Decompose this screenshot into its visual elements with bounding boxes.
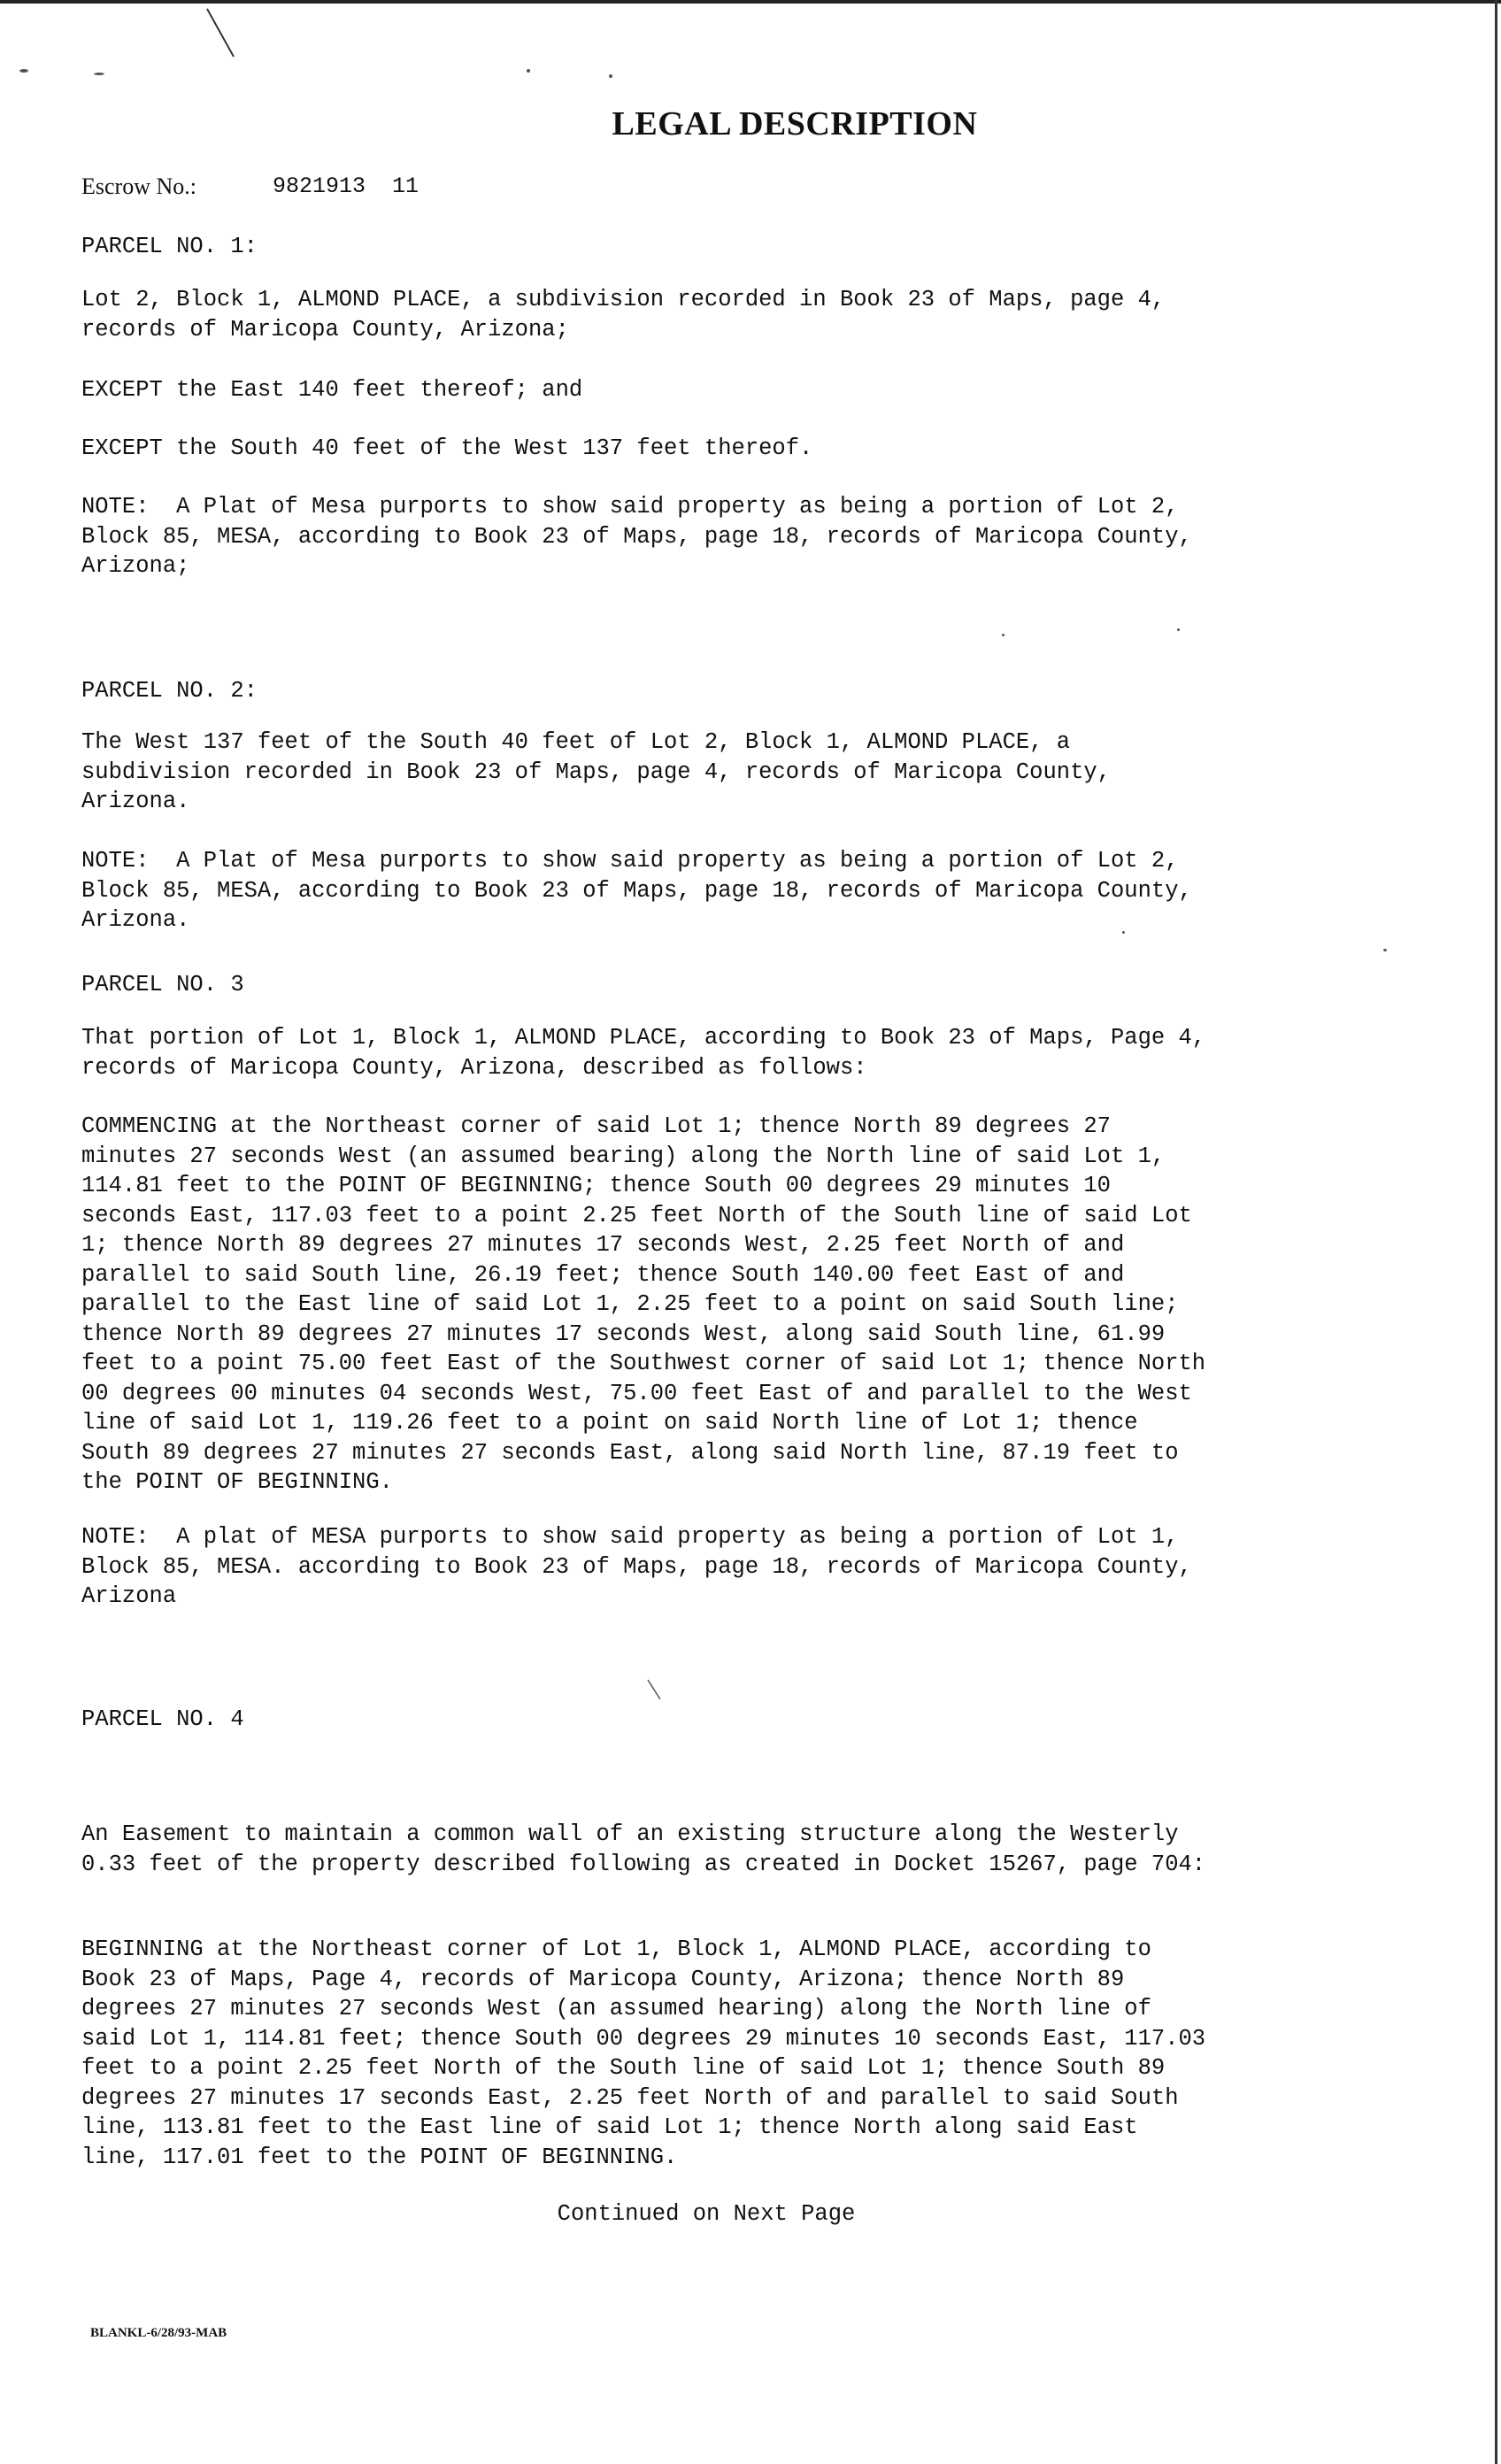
document-title: LEGAL DESCRIPTION xyxy=(612,105,978,142)
parcel-2-note: NOTE: A Plat of Mesa purports to show said property as being a portion of Lot 2, Block 85, MESA, according to Book 23 of Maps, page 18, records of Maricopa County, Arizona. xyxy=(81,848,1192,933)
continued-note: Continued on Next Page xyxy=(557,2201,856,2227)
scan-mark xyxy=(527,69,530,73)
parcel-1-exception: EXCEPT the East 140 feet thereof; and xyxy=(81,377,583,403)
scan-stroke xyxy=(204,7,239,60)
escrow-number xyxy=(81,173,420,200)
parcel-4-description: An Easement to maintain a common wall of an existing structure along the Westerly 0.33 feet of the property described following as created in Docket 15267, page 704: xyxy=(81,1821,1206,1877)
scan-mark xyxy=(1002,634,1005,636)
escrow-label: Escrow No.: xyxy=(81,173,196,199)
scan-mark xyxy=(1383,949,1387,951)
parcel-2-heading: PARCEL NO. 2: xyxy=(81,678,258,704)
parcel-3-heading: PARCEL NO. 3 xyxy=(81,972,244,997)
parcel-1-note: NOTE: A Plat of Mesa purports to show said property as being a portion of Lot 2, Block 85, MESA, according to Book 23 of Maps, page 18, records of Maricopa County, Arizona; xyxy=(81,494,1192,579)
scan-mark xyxy=(609,74,612,78)
scan-stroke xyxy=(644,1678,666,1705)
parcel-3-note: NOTE: A plat of MESA purports to show said property as being a portion of Lot 1, Block 85, MESA. according to Book 23 of Maps, page 18, records of Maricopa County, Arizona xyxy=(81,1524,1192,1609)
parcel-1-exception: EXCEPT the South 40 feet of the West 137 feet thereof. xyxy=(81,435,813,461)
parcel-1-heading: PARCEL NO. 1: xyxy=(81,234,258,259)
scan-mark xyxy=(1177,628,1180,631)
scan-mark xyxy=(19,69,28,73)
parcel-1-description: Lot 2, Block 1, ALMOND PLACE, a subdivision recorded in Book 23 of Maps, page 4, records of Maricopa County, Arizona; xyxy=(81,287,1166,343)
parcel-4-heading: PARCEL NO. 4 xyxy=(81,1706,244,1732)
parcel-2-description: The West 137 feet of the South 40 feet of Lot 2, Block 1, ALMOND PLACE, a subdivision recorded in Book 23 of Maps, page 4, records of Maricopa County, Arizona. xyxy=(81,729,1111,814)
parcel-3-description: That portion of Lot 1, Block 1, ALMOND PLACE, according to Book 23 of Maps, Page 4, records of Maricopa County, Arizona, described as follows: xyxy=(81,1025,1206,1081)
scan-mark xyxy=(94,73,104,75)
parcel-4-metes-and-bounds: BEGINNING at the Northeast corner of Lot 1, Block 1, ALMOND PLACE, according to Book 23 of Maps, Page 4, records of Maricopa County, Arizona; thence North 89 degrees 27 minutes 27 seconds West (an assumed hearing) along the North line of said Lot 1, 114.81 feet; thence South 00 degrees 29 minutes 10 seconds East, 117.03 feet to a point 2.25 feet North of the South line of said Lot 1; thence South 89 degrees 27 minutes 17 seconds East, 2.25 feet North of and parallel to said South line, 113.81 feet to the East line of said Lot 1; thence North along said East line, 117.01 feet to the POINT OF BEGINNING. xyxy=(81,1937,1206,2170)
form-code: BLANKL-6/28/93-MAB xyxy=(90,2326,227,2340)
parcel-3-metes-and-bounds: COMMENCING at the Northeast corner of said Lot 1; thence North 89 degrees 27 minutes 27 seconds West (an assumed bearing) along the North line of said Lot 1, 114.81 feet to the POINT OF BEGINNING; thence South 00 degrees 29 minutes 10 seconds East, 117.03 feet to a point 2.25 feet North of the South line of said Lot 1; thence North 89 degrees 27 minutes 17 seconds West, 2.25 feet North of and parallel to said South line, 26.19 feet; thence South 140.00 feet East of and parallel to the East line of said Lot 1, 2.25 feet to a point on said South line; thence North 89 degrees 27 minutes 17 seconds West, along said South line, 61.99 feet to a point 75.00 feet East of the Southwest corner of said Lot 1; thence North 00 degrees 00 minutes 04 seconds West, 75.00 feet East of and parallel to the West line of said Lot 1, 119.26 feet to a point on said North line of Lot 1; thence South 89 degrees 27 minutes 27 seconds East, along said North line, 87.19 feet to the POINT OF BEGINNING. xyxy=(81,1113,1206,1495)
scan-border-top xyxy=(0,0,1501,4)
scan-border-right xyxy=(1495,0,1497,2464)
escrow-value: 9821913 11 xyxy=(273,173,420,199)
